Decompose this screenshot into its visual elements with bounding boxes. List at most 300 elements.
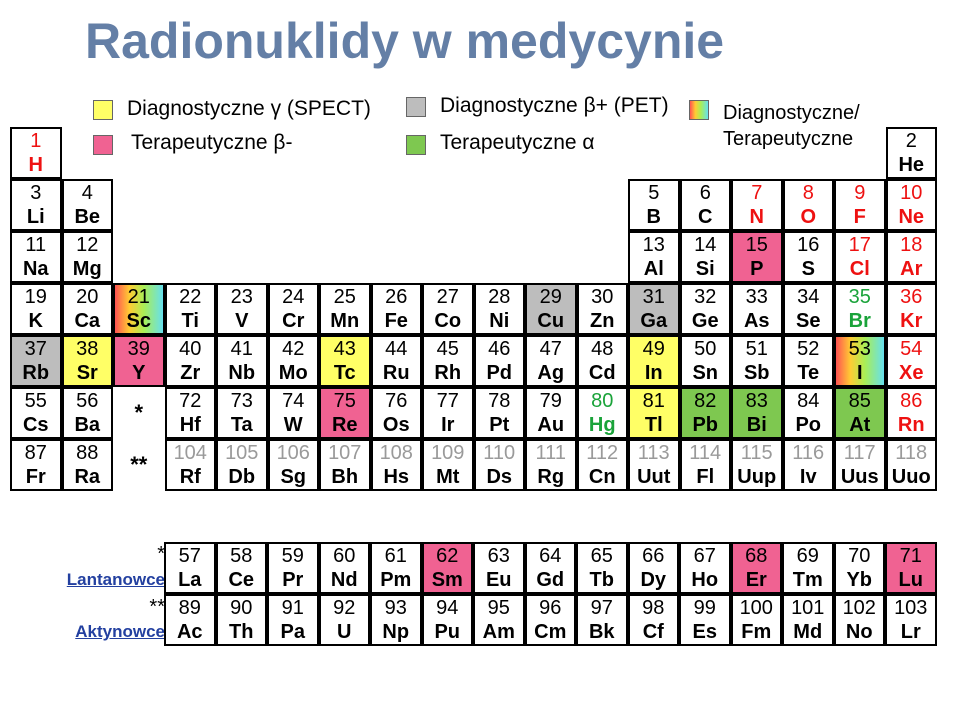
element-cell-er[interactable] <box>731 542 783 594</box>
element-symbol: Rb <box>22 362 50 384</box>
element-cell-lu[interactable] <box>885 542 937 594</box>
atomic-number: 32 <box>694 286 717 308</box>
atomic-number: 87 <box>24 442 47 464</box>
element-cell-rh[interactable] <box>422 335 474 387</box>
element-cell-zr[interactable] <box>165 335 217 387</box>
element-symbol: Tm <box>792 569 823 591</box>
empty-slot <box>783 127 835 179</box>
atomic-number: 2 <box>905 130 917 152</box>
atomic-number: 15 <box>745 234 768 256</box>
atomic-number: 48 <box>591 338 614 360</box>
element-cell-mt[interactable] <box>422 439 474 491</box>
atomic-number: 95 <box>487 597 510 619</box>
element-cell-eu[interactable] <box>473 542 525 594</box>
atomic-number: 64 <box>539 545 562 567</box>
atomic-number: 51 <box>745 338 768 360</box>
empty-slot <box>422 179 474 231</box>
atomic-number: 88 <box>76 442 99 464</box>
element-symbol: Li <box>26 206 45 228</box>
atomic-number: 71 <box>899 545 922 567</box>
atomic-number: 35 <box>848 286 871 308</box>
element-cell-o[interactable] <box>783 179 835 231</box>
atomic-number: 100 <box>739 597 773 619</box>
atomic-number: 4 <box>81 182 93 204</box>
element-symbol: Au <box>537 414 565 436</box>
element-cell-la[interactable] <box>164 542 216 594</box>
element-cell-i[interactable] <box>834 335 886 387</box>
atomic-number: 110 <box>483 442 516 464</box>
element-cell-ge[interactable] <box>680 283 732 335</box>
element-cell-tb[interactable] <box>576 542 628 594</box>
atomic-number: 13 <box>642 234 665 256</box>
empty-slot <box>422 231 474 283</box>
element-cell-ta[interactable] <box>216 387 268 439</box>
element-cell-y[interactable] <box>113 335 165 387</box>
element-symbol: K <box>28 310 43 332</box>
atomic-number: 1 <box>30 130 42 152</box>
element-symbol: Cf <box>642 621 664 643</box>
atomic-number: 113 <box>637 442 670 464</box>
atomic-number: 30 <box>591 286 614 308</box>
element-cell-zn[interactable] <box>577 283 629 335</box>
element-cell-pd[interactable] <box>474 335 526 387</box>
element-cell-as[interactable] <box>731 283 783 335</box>
element-cell-iv[interactable] <box>783 439 835 491</box>
atomic-number: 114 <box>689 442 722 464</box>
element-cell-u[interactable] <box>319 594 371 646</box>
element-cell-os[interactable] <box>371 387 423 439</box>
atomic-number: 68 <box>745 545 768 567</box>
element-symbol: No <box>845 621 873 643</box>
element-cell-si[interactable] <box>680 231 732 283</box>
element-cell-tl[interactable] <box>628 387 680 439</box>
atomic-number: 69 <box>796 545 819 567</box>
element-symbol: Ds <box>486 466 513 488</box>
element-cell-no[interactable] <box>834 594 886 646</box>
atomic-number: 84 <box>797 390 820 412</box>
element-cell-am[interactable] <box>473 594 525 646</box>
empty-slot <box>319 179 371 231</box>
element-cell-hs[interactable] <box>371 439 423 491</box>
empty-slot <box>474 179 526 231</box>
element-cell-re[interactable] <box>319 387 371 439</box>
atomic-number: 106 <box>276 442 310 464</box>
element-symbol: Co <box>434 310 462 332</box>
atomic-number: 50 <box>694 338 717 360</box>
element-cell-sn[interactable] <box>680 335 732 387</box>
element-symbol: Nb <box>228 362 256 384</box>
element-cell-cf[interactable] <box>628 594 680 646</box>
element-symbol: Pr <box>282 569 304 591</box>
period-row <box>10 335 937 387</box>
element-cell-ca[interactable] <box>62 283 114 335</box>
atomic-number: 47 <box>539 338 562 360</box>
element-cell-mo[interactable] <box>268 335 320 387</box>
element-cell-be[interactable] <box>62 179 114 231</box>
element-cell-bh[interactable] <box>319 439 371 491</box>
empty-slot <box>577 127 629 179</box>
element-symbol: Uus <box>840 466 879 488</box>
element-cell-cu[interactable] <box>525 283 577 335</box>
element-cell-dy[interactable] <box>628 542 680 594</box>
element-symbol: Cr <box>282 310 305 332</box>
element-cell-es[interactable] <box>679 594 731 646</box>
element-symbol: Y <box>132 362 146 384</box>
page-title: Radionuklidy w medycynie <box>85 13 725 69</box>
element-symbol: Rg <box>537 466 565 488</box>
atomic-number: 19 <box>24 286 47 308</box>
element-symbol: Al <box>643 258 664 280</box>
empty-slot <box>577 231 629 283</box>
atomic-number: 103 <box>894 597 928 619</box>
atomic-number: 10 <box>900 182 923 204</box>
atomic-number: 99 <box>693 597 716 619</box>
element-symbol: Ar <box>900 258 923 280</box>
atomic-number: 58 <box>230 545 253 567</box>
atomic-number: 5 <box>648 182 660 204</box>
atomic-number: 108 <box>379 442 413 464</box>
element-cell-v[interactable] <box>216 283 268 335</box>
atomic-number: 53 <box>848 338 871 360</box>
element-cell-sm[interactable] <box>422 542 474 594</box>
element-cell-rf[interactable] <box>165 439 217 491</box>
element-cell-rn[interactable] <box>886 387 938 439</box>
atomic-number: 79 <box>539 390 562 412</box>
element-symbol: Re <box>331 414 358 436</box>
element-symbol: Np <box>382 621 410 643</box>
element-symbol: Tc <box>333 362 356 384</box>
element-cell-fr[interactable] <box>10 439 62 491</box>
legend-pet: Diagnostyczne β+ (PET) <box>440 94 669 117</box>
atomic-number: 31 <box>642 286 665 308</box>
element-cell-co[interactable] <box>422 283 474 335</box>
element-symbol: W <box>283 414 303 436</box>
element-cell-p[interactable] <box>731 231 783 283</box>
period-row <box>10 231 937 283</box>
element-cell-yb[interactable] <box>834 542 886 594</box>
period-row <box>10 127 937 179</box>
element-cell-th[interactable] <box>216 594 268 646</box>
atomic-number: 40 <box>179 338 202 360</box>
atomic-number: 117 <box>843 442 876 464</box>
element-symbol: Db <box>228 466 256 488</box>
element-cell-cd[interactable] <box>577 335 629 387</box>
element-cell-md[interactable] <box>782 594 834 646</box>
element-symbol: La <box>178 569 202 591</box>
element-cell-s[interactable] <box>783 231 835 283</box>
period-row <box>10 283 937 335</box>
element-cell-at[interactable] <box>834 387 886 439</box>
element-cell-ne[interactable] <box>886 179 938 231</box>
element-symbol: Hs <box>383 466 410 488</box>
atomic-number: 37 <box>24 338 47 360</box>
element-symbol: Lu <box>898 569 923 591</box>
atomic-number: 52 <box>797 338 820 360</box>
element-symbol: Fe <box>384 310 408 332</box>
element-cell-se[interactable] <box>783 283 835 335</box>
element-cell-pr[interactable] <box>267 542 319 594</box>
element-cell-nd[interactable] <box>319 542 371 594</box>
element-cell-kr[interactable] <box>886 283 938 335</box>
element-cell-uup[interactable] <box>731 439 783 491</box>
element-symbol: Gd <box>536 569 565 591</box>
atomic-number: 91 <box>281 597 304 619</box>
element-symbol: N <box>749 206 764 228</box>
element-symbol: S <box>801 258 815 280</box>
element-cell-cm[interactable] <box>525 594 577 646</box>
element-cell-pt[interactable] <box>474 387 526 439</box>
element-cell-hf[interactable] <box>165 387 217 439</box>
element-cell-nb[interactable] <box>216 335 268 387</box>
period-row <box>10 179 937 231</box>
atomic-number: 33 <box>745 286 768 308</box>
element-cell-rg[interactable] <box>525 439 577 491</box>
element-symbol: Ti <box>181 310 199 332</box>
element-cell-uus[interactable] <box>834 439 886 491</box>
element-cell-al[interactable] <box>628 231 680 283</box>
legend-spect: Diagnostyczne γ (SPECT) <box>127 97 371 120</box>
element-cell-na[interactable] <box>10 231 62 283</box>
element-symbol: Pm <box>380 569 412 591</box>
element-symbol: Si <box>695 258 715 280</box>
legend-swatch-pet <box>406 97 426 117</box>
element-symbol: As <box>743 310 770 332</box>
element-symbol: Eu <box>485 569 512 591</box>
atomic-number: 55 <box>24 390 47 412</box>
element-cell-ag[interactable] <box>525 335 577 387</box>
element-symbol: Pa <box>280 621 305 643</box>
element-symbol: Ni <box>489 310 510 332</box>
element-symbol: Bk <box>588 621 615 643</box>
element-cell-fl[interactable] <box>680 439 732 491</box>
element-cell-fm[interactable] <box>731 594 783 646</box>
atomic-number: 83 <box>745 390 768 412</box>
element-cell-sc[interactable] <box>113 283 165 335</box>
lanthanides-marker: * <box>157 543 165 565</box>
element-cell-ti[interactable] <box>165 283 217 335</box>
element-symbol: Sn <box>692 362 719 384</box>
atomic-number: 16 <box>797 234 820 256</box>
element-symbol: Bi <box>746 414 767 436</box>
element-symbol: Pd <box>486 362 513 384</box>
atomic-number: 115 <box>740 442 773 464</box>
element-symbol: Mn <box>330 310 360 332</box>
atomic-number: 74 <box>282 390 305 412</box>
element-cell-cs[interactable] <box>10 387 62 439</box>
element-symbol: Sc <box>126 310 151 332</box>
element-symbol: Mg <box>72 258 102 280</box>
element-cell-lr[interactable] <box>885 594 937 646</box>
element-symbol: Cm <box>534 621 567 643</box>
atomic-number: 56 <box>76 390 99 412</box>
element-symbol: Fm <box>741 621 772 643</box>
atomic-number: 63 <box>487 545 510 567</box>
element-symbol: Dy <box>640 569 667 591</box>
element-cell-ce[interactable] <box>216 542 268 594</box>
element-symbol: Be <box>74 206 101 228</box>
empty-slot <box>577 179 629 231</box>
element-cell-c[interactable] <box>680 179 732 231</box>
legend-beta-minus: Terapeutyczne β- <box>131 131 293 154</box>
element-symbol: P <box>750 258 764 280</box>
atomic-number: 81 <box>642 390 665 412</box>
empty-slot <box>319 231 371 283</box>
atomic-number: 8 <box>802 182 814 204</box>
atomic-number: 3 <box>30 182 42 204</box>
element-cell-mn[interactable] <box>319 283 371 335</box>
element-symbol: Pb <box>692 414 719 436</box>
element-cell-bi[interactable] <box>731 387 783 439</box>
element-cell-uut[interactable] <box>628 439 680 491</box>
empty-slot <box>113 179 165 231</box>
element-symbol: Uut <box>637 466 671 488</box>
atomic-number: 21 <box>127 286 150 308</box>
atomic-number: 70 <box>848 545 871 567</box>
empty-slot <box>268 179 320 231</box>
element-symbol: Mt <box>436 466 460 488</box>
element-symbol: Ne <box>898 206 925 228</box>
atomic-number: 6 <box>699 182 711 204</box>
element-cell-db[interactable] <box>216 439 268 491</box>
element-cell-in[interactable] <box>628 335 680 387</box>
atomic-number: 109 <box>431 442 465 464</box>
element-cell-np[interactable] <box>370 594 422 646</box>
element-cell-te[interactable] <box>783 335 835 387</box>
element-symbol: V <box>235 310 249 332</box>
atomic-number: 77 <box>436 390 459 412</box>
atomic-number: 22 <box>179 286 202 308</box>
element-symbol: Ba <box>74 414 101 436</box>
element-cell-sg[interactable] <box>268 439 320 491</box>
element-symbol: Ca <box>74 310 101 332</box>
element-symbol: Tl <box>644 414 663 436</box>
atomic-number: 57 <box>178 545 201 567</box>
element-symbol: Cu <box>537 310 565 332</box>
element-symbol: Cn <box>588 466 616 488</box>
element-cell-ho[interactable] <box>679 542 731 594</box>
element-symbol: Rh <box>434 362 462 384</box>
element-cell-ir[interactable] <box>422 387 474 439</box>
element-cell-he[interactable] <box>886 127 938 179</box>
element-cell-ru[interactable] <box>371 335 423 387</box>
empty-slot <box>165 179 217 231</box>
empty-slot <box>731 127 783 179</box>
empty-slot <box>216 179 268 231</box>
element-cell-pu[interactable] <box>422 594 474 646</box>
lanthanides-link[interactable]: Lantanowce <box>66 570 165 589</box>
element-cell-gd[interactable] <box>525 542 577 594</box>
element-cell-ar[interactable] <box>886 231 938 283</box>
element-cell-ra[interactable] <box>62 439 114 491</box>
element-cell-pa[interactable] <box>267 594 319 646</box>
atomic-number: 102 <box>842 597 876 619</box>
element-cell-ds[interactable] <box>474 439 526 491</box>
atomic-number: 98 <box>642 597 665 619</box>
atomic-number: 94 <box>436 597 459 619</box>
atomic-number: 116 <box>792 442 825 464</box>
atomic-number: 49 <box>642 338 665 360</box>
element-cell-xe[interactable] <box>886 335 938 387</box>
atomic-number: 42 <box>282 338 305 360</box>
empty-slot <box>680 127 732 179</box>
element-cell-br[interactable] <box>834 283 886 335</box>
legend-diag-ter-line1: Diagnostyczne/ <box>723 102 860 124</box>
element-symbol: Ta <box>230 414 253 436</box>
element-symbol: Na <box>22 258 49 280</box>
empty-slot <box>474 231 526 283</box>
element-cell-ba[interactable] <box>62 387 114 439</box>
element-symbol: Ac <box>176 621 203 643</box>
series-marker-text: * <box>134 400 144 425</box>
element-symbol: Iv <box>799 466 817 488</box>
element-symbol: Ho <box>691 569 719 591</box>
element-symbol: Hf <box>179 414 201 436</box>
element-cell-pm[interactable] <box>370 542 422 594</box>
element-cell-cn[interactable] <box>577 439 629 491</box>
element-cell-rb[interactable] <box>10 335 62 387</box>
atomic-number: 46 <box>488 338 511 360</box>
empty-slot <box>525 179 577 231</box>
atomic-number: 92 <box>333 597 356 619</box>
atomic-number: 59 <box>281 545 304 567</box>
element-cell-w[interactable] <box>268 387 320 439</box>
atomic-number: 11 <box>25 234 47 256</box>
element-cell-hg[interactable] <box>577 387 629 439</box>
empty-slot <box>628 127 680 179</box>
element-cell-po[interactable] <box>783 387 835 439</box>
element-symbol: Es <box>692 621 717 643</box>
atomic-number: 104 <box>173 442 207 464</box>
atomic-number: 24 <box>282 286 305 308</box>
atomic-number: 14 <box>694 234 717 256</box>
element-cell-sb[interactable] <box>731 335 783 387</box>
element-cell-au[interactable] <box>525 387 577 439</box>
element-cell-bk[interactable] <box>576 594 628 646</box>
atomic-number: 54 <box>900 338 923 360</box>
empty-slot <box>165 127 217 179</box>
atomic-number: 38 <box>76 338 99 360</box>
element-cell-ac[interactable] <box>164 594 216 646</box>
atomic-number: 26 <box>385 286 408 308</box>
element-cell-fe[interactable] <box>371 283 423 335</box>
element-cell-pb[interactable] <box>680 387 732 439</box>
element-cell-ni[interactable] <box>474 283 526 335</box>
element-cell-k[interactable] <box>10 283 62 335</box>
element-cell-cl[interactable] <box>834 231 886 283</box>
element-symbol: Uup <box>737 466 777 488</box>
actinides-link[interactable]: Aktynowce <box>75 622 165 641</box>
element-cell-f[interactable] <box>834 179 886 231</box>
periodic-table <box>10 127 937 491</box>
element-cell-n[interactable] <box>731 179 783 231</box>
element-cell-mg[interactable] <box>62 231 114 283</box>
element-cell-tc[interactable] <box>319 335 371 387</box>
atomic-number: 90 <box>230 597 253 619</box>
element-cell-ga[interactable] <box>628 283 680 335</box>
element-cell-h[interactable] <box>10 127 62 179</box>
atomic-number: 89 <box>178 597 201 619</box>
element-symbol: Sm <box>431 569 463 591</box>
element-cell-uuo[interactable] <box>886 439 938 491</box>
element-cell-sr[interactable] <box>62 335 114 387</box>
element-cell-tm[interactable] <box>782 542 834 594</box>
element-symbol: Os <box>382 414 410 436</box>
element-cell-li[interactable] <box>10 179 62 231</box>
element-cell-cr[interactable] <box>268 283 320 335</box>
element-cell-b[interactable] <box>628 179 680 231</box>
atomic-number: 9 <box>854 182 866 204</box>
atomic-number: 97 <box>590 597 613 619</box>
